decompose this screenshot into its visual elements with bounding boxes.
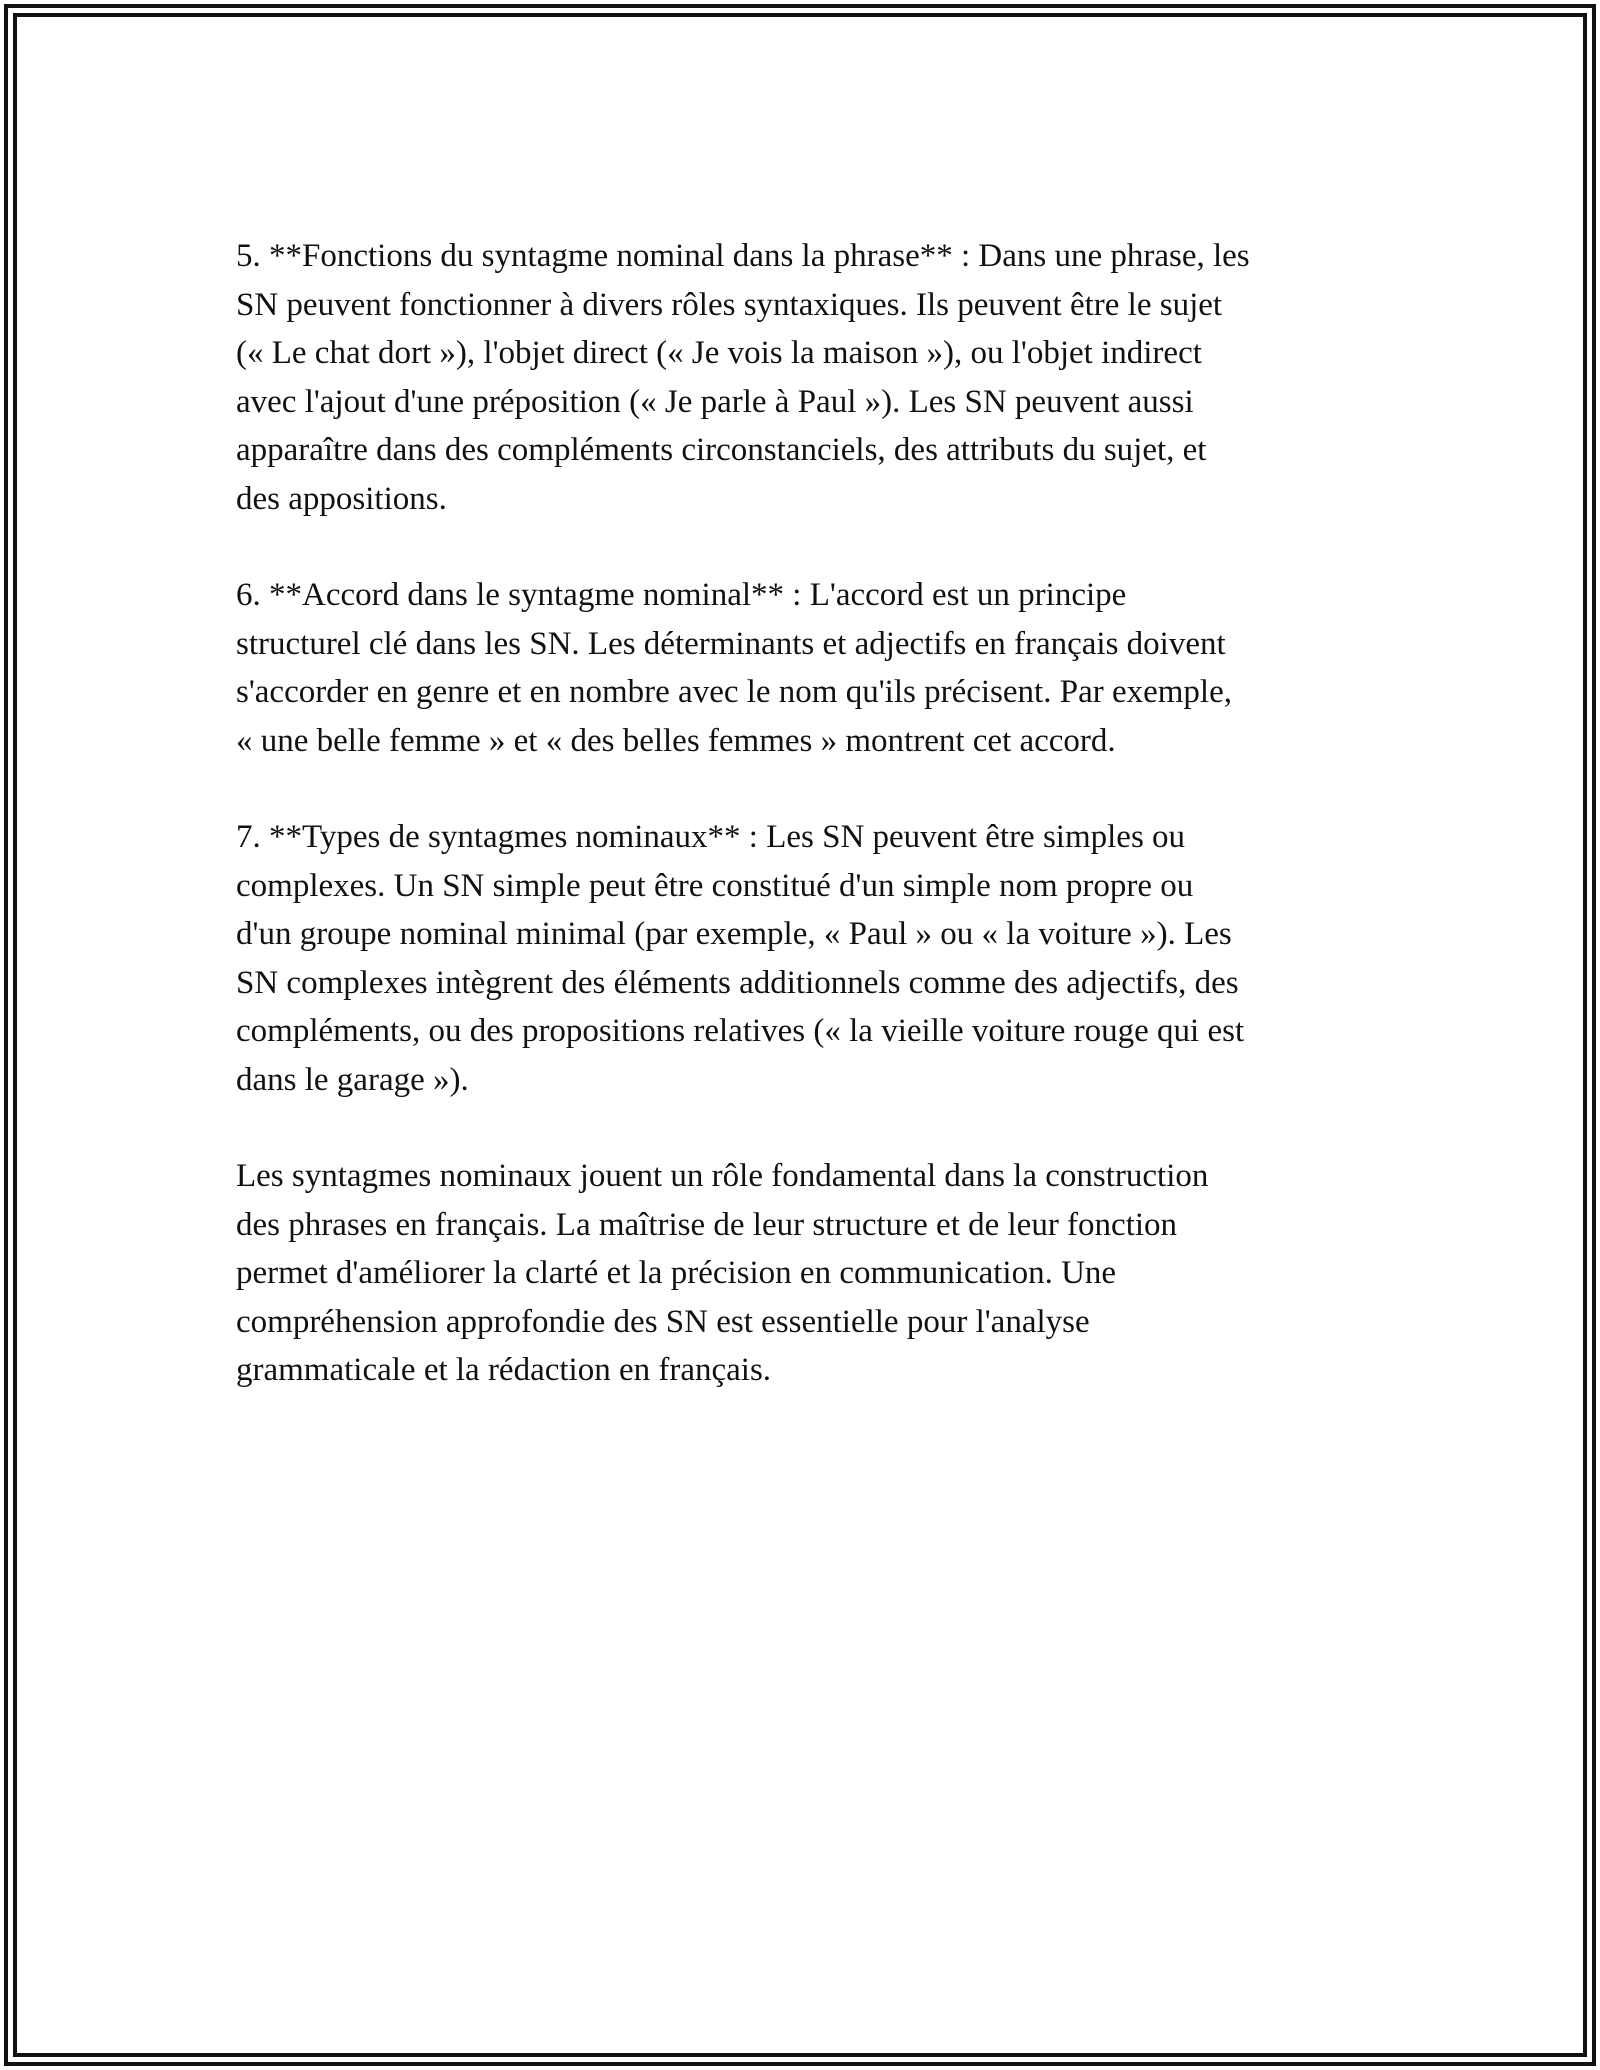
paragraph-types: 7. **Types de syntagmes nominaux** : Les SN peuvent être simples ou complexes. Un SN simple peut être constitué d'un simple nom propre ou d'un groupe nominal minimal (par exemple, « Paul » ou « la voiture »). Les SN complexes intègrent des éléments additionnels comme des adjectifs, des compléments, ou des propositions relatives (« la vieille voiture rouge qui est dans le garage »). [236, 819, 1245, 1098]
document-body [236, 232, 1366, 1443]
paragraph-accord: 6. **Accord dans le syntagme nominal** : L'accord est un principe structurel clé dans les SN. Les déterminants et adjectifs en français doivent s'accorder en genre et en nombre avec le nom qu'ils précisent. Par exemple, « une belle femme » et « des belles femmes » montrent cet accord. [236, 577, 1232, 759]
paragraph-conclusion: Les syntagmes nominaux jouent un rôle fondamental dans la construction des phrases en français. La maîtrise de leur structure et de leur fonction permet d'améliorer la clarté et la précision en communication. Une compréhension approfondie des SN est essentielle pour l'analyse grammaticale et la rédaction en français. [236, 1158, 1209, 1388]
paragraph-fonctions: 5. **Fonctions du syntagme nominal dans la phrase** : Dans une phrase, les SN peuvent fonctionner à divers rôles syntaxiques. Ils peuvent être le sujet (« Le chat dort »), l'objet direct (« Je vois la maison »), ou l'objet indirect avec l'ajout d'une préposition (« Je parle à Paul »). Les SN peuvent aussi apparaître dans des compléments circonstanciels, des attributs du sujet, et des appositions. [236, 238, 1250, 517]
